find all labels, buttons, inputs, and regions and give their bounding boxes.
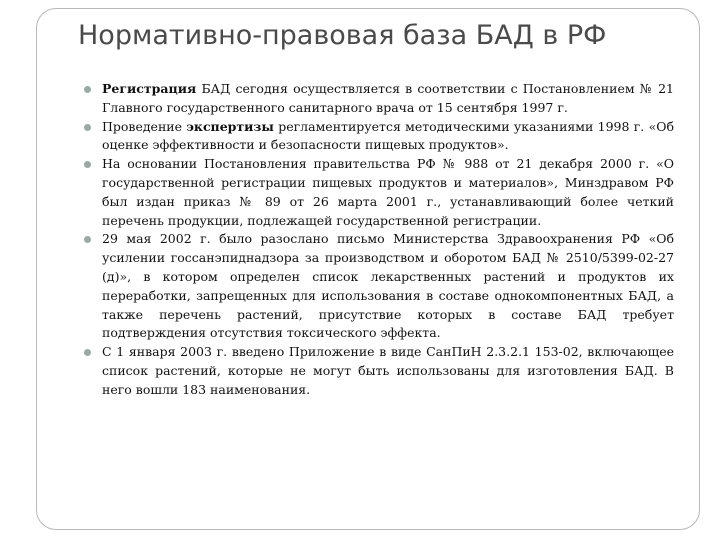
bullet-text-pre: Проведение (102, 118, 187, 134)
bullet-text: С 1 января 2003 г. введено Приложение в виде СанПиН 2.3.2.1 153-02, включающее список растений, которые не могут быть использованы для изготовления БАД. В него вошли 183 наименования. (102, 344, 674, 397)
bullet-dot-icon (84, 236, 91, 243)
slide-title: Нормативно-правовая база БАД в РФ (78, 20, 607, 51)
bullet-dot-icon (84, 124, 91, 131)
bullet-item-registration (84, 80, 674, 118)
bullet-text: 29 мая 2002 г. было разослано письмо Министерства Здравоохранения РФ «Об усилении госсанэпиднадзора за производством и оборотом БАД № 2510/5399-02-27 (д)», в котором определен список лекарственных растений и продуктов их переработки, запрещенных для использования в составе однокомпонентных БАД, а также перечень растений, присутствие которых в составе БАД требует подтверждения отсутствия токсического эффекта. (102, 231, 674, 341)
bullet-dot-icon (84, 349, 91, 356)
bullet-item-government-decree (84, 155, 674, 230)
bullet-bold: экспертизы (186, 118, 274, 134)
bullet-item-ministry-letter (84, 230, 674, 343)
bullet-item-sanpin (84, 343, 674, 399)
bullet-text: БАД сегодня осуществляется в соответствии с Постановлением № 21 Главного государственного санитарного врача от 15 сентября 1997 г. (102, 81, 674, 115)
bullet-dot-icon (84, 161, 91, 168)
bullet-text: На основании Постановления правительства РФ № 988 от 21 декабря 2000 г. «О государственной регистрации пищевых продуктов и материалов», Минздравом РФ был издан приказ № 89 от 26 марта 2001 г., устанавливающий более четкий перечень продукции, подлежащей государственной регистрации. (102, 156, 674, 228)
bullet-text-post: регламентируется методическими указаниями 1998 г. «Об оценке эффективности и безопасности пищевых продуктов». (102, 118, 674, 153)
bullet-lead: Регистрация (102, 81, 197, 96)
bullet-dot-icon (84, 86, 91, 93)
bullet-item-expertise (84, 118, 674, 156)
bullet-list (84, 80, 674, 400)
